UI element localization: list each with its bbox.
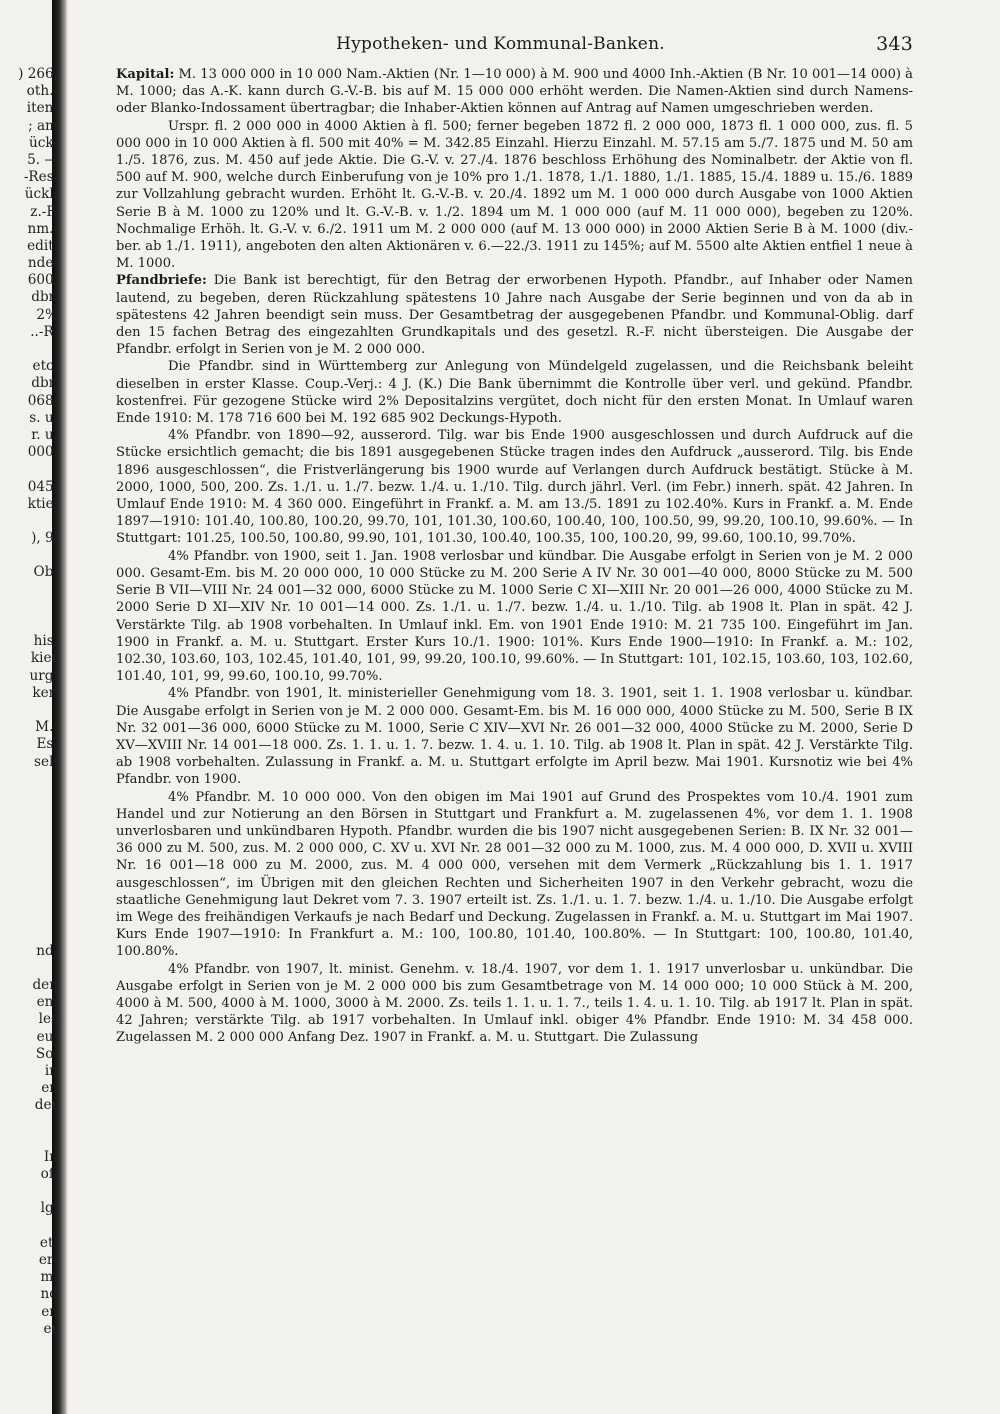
margin-fragment: urg: — [29, 667, 58, 684]
margin-fragment: of- — [40, 1166, 58, 1182]
paragraph-text: Urspr. fl. 2 000 000 in 4000 Aktien à fl. 500; ferner begeben 1872 fl. 2 000 000, 1873 fl. 1 000 000, zus. fl. 5 000 000 in 10 000 Aktien à fl. 500 mit 40% = M. 342.85 Einzahl. Hierzu Einzahl. M. 57.15 am 5./7. 1875 und M. 50 am 1./5. 1876, zus. M. 450 auf jede Aktie. Die G.-V. v. 27./4. 1876 beschloss Erhöhung des Nominalbetr. der Aktie von fl. 500 auf M. 900, welche durch Einberufung von je 10% pro 1./1. 1878, 1./1. 1880, 1./1. 1885, 15./4. 1889 u. 15./6. 1889 zur Vollzahlung gebracht wurden. Erhöht lt. G.-V.-B. v. 20./4. 1892 um M. 1 000 000 durch Ausgabe von 1000 Aktien Serie B à M. 1000 zu 120% und lt. G.-V.-B. v. 1./2. 1894 um M. 1 000 000 (auf M. 11 000 000), begeben zu 120%. Nochmalige Erhöh. lt. G.-V. v. 6./2. 1911 um M. 2 000 000 (auf M. 13 000 000) in 2000 Aktien Serie B à M. 1000 (div.-ber. ab 1./1. 1911), angeboten den alten Aktionären v. 6.—22./3. 1911 zu 145%; auf M. 5500 alte Aktien entfiel 1 neue à M. 1000. — [116, 118, 913, 272]
margin-fragment: 000. — [27, 444, 58, 461]
margin-fragment — [0, 1218, 58, 1235]
margin-fragment: So- — [35, 1045, 58, 1062]
page-body — [116, 66, 913, 1047]
margin-fragment: nm.- — [27, 220, 58, 237]
section-heading: Pfandbriefe: — [116, 273, 207, 289]
margin-fragment: dbr. — [31, 375, 58, 392]
margin-fragment: -Res. — [23, 169, 58, 186]
paragraph-pfandbr-1890 — [116, 427, 913, 547]
margin-fragment — [0, 874, 58, 891]
margin-fragment: Ob- — [33, 564, 58, 581]
margin-fragment — [0, 891, 58, 908]
margin-fragment: ktie, — [27, 495, 58, 512]
paragraph-text: 4% Pfandbr. M. 10 000 000. Von den obigen im Mai 1901 auf Grund des Prospektes vom 10./4. 1901 zum Handel und zur Notierung an den Börsen in Stuttgart und Frankfurt a. M. zugelassenen 4%, vor dem 1. 1. 1908 unverlosbaren und unkündbaren Hypoth. Pfandbr. wurden die bis 1907 nicht ausgegebenen Serien: B. IX Nr. 32 001—36 000 zu M. 500, zus. M. 2 000 000, C. XV u. XVI Nr. 28 001—32 000 zu M. 1000, zus. M. 4 000 000, D. XVII u. XVIII Nr. 16 001—18 000 zu M. 2000, zus. M. 4 000 000, versehen mit dem Vermerk „Rückzahlung bis 1. 1. 1917 ausgeschlossen“, im Übrigen mit den gleichen Rechten und Sicherheiten 1907 in den Verkehr gebracht, wozu die staatliche Genehmigung laut Dekret vom 7. 3. 1907 erteilt ist. Zs. 1./1. u. 1. 7. bezw. 1./4. u. 1./10. Die Ausgabe erfolgt im Wege des freihändigen Verkaufs je nach Bedarf und Deckung. Zugelassen in Frankf. a. M. u. Stuttgart im Mai 1907. Kurs Ende 1907—1910: In Frankfurt a. M.: 100, 100.80, 101.40, 100.80%. — In Stuttgart: 100, 100.80, 101.40, 100.80%. — [116, 789, 913, 960]
margin-fragment: der — [34, 1097, 58, 1114]
margin-fragment: ker, — [32, 684, 58, 701]
margin-fragment — [0, 547, 58, 564]
margin-fragment: ück- — [29, 134, 58, 151]
margin-fragment — [0, 702, 58, 719]
margin-fragment — [0, 805, 58, 822]
paragraph-text: 4% Pfandbr. von 1890—92, ausserord. Tilg. war bis Ende 1900 ausgeschlossen und durch Aufdruck auf die Stücke ersichtlich gemacht; die bis 1891 ausgegebenen Stücke tragen indes den Aufdruck „ausserord. Tilg. bis Ende 1896 ausgeschlossen“, die Fristverlängerung bis 1900 wurde auf Verlangen durch Aufdruck bestätigt. Stücke à M. 2000, 1000, 500, 200. Zs. 1./1. u. 1./7. bezw. 1./4. u. 1./10. Tilg. durch jährl. Verl. (im Febr.) innerh. spät. 42 Jahren. In Umlauf Ende 1910: M. 4 360 000. Eingeführt in Frankf. a. M. am 13./5. 1891 zu 102.40%. Kurs in Frankf. a. M. Ende 1897—1910: 101.40, 100.80, 100.20, 99.70, 101, 101.30, 100.60, 100.40, 100, 100.50, 99, 99.20, 100.10, 99.60%. — In Stuttgart: 101.25, 100.50, 100.80, 99.90, 101, 101.30, 100.40, 100.35, 100, 100.20, 99, 99.60, 100.10, 99.70%. — [116, 428, 913, 547]
margin-fragment: ; am — [28, 117, 58, 134]
previous-page-margin-fragments — [0, 66, 58, 1338]
margin-fragment — [0, 582, 58, 599]
margin-fragment: lg. — [40, 1200, 58, 1217]
margin-fragment: nd. — [36, 942, 58, 959]
margin-fragment: sel: — [34, 753, 58, 770]
margin-fragment: m- — [40, 1269, 58, 1286]
margin-fragment — [0, 960, 58, 977]
margin-fragment: 5. — — [27, 151, 58, 168]
margin-fragment: etc. — [32, 358, 58, 375]
margin-fragment: ) 266, — [18, 66, 58, 82]
margin-fragment: er — [43, 1320, 58, 1337]
section-text: Die Bank ist berechtigt, für den Betrag der erworbenen Hypoth. Pfandbr., auf Inhaber oder Namen lautend, zu begeben, deren Rückzahlung spätestens 10 Jahre nach Ausgabe der Serie beginnen und von da ab in spätestens 42 Jahren beendigt sein muss. Der Gesamtbetrag der ausgegebenen Pfandbr. und Kommunal-Oblig. darf den 15 fachen Betrag des eingezahlten Grundkapitals und des gesetzl. R.-F. nicht übersteigen. Die Ausgabe der Pfandbr. erfolgt in Serien von je M. 2 000 000. — [116, 273, 913, 358]
margin-fragment: ), 9, — [31, 530, 58, 547]
margin-fragment: les — [38, 1011, 58, 1028]
margin-fragment: 045, — [27, 478, 58, 495]
margin-fragment: edit. — [27, 237, 58, 254]
margin-fragment: kier — [30, 650, 58, 667]
margin-fragment: en: — [36, 994, 58, 1011]
margin-fragment: 600, — [27, 272, 58, 289]
running-head — [88, 34, 913, 58]
margin-fragment: en — [41, 1080, 58, 1097]
margin-fragment: s. u. — [29, 409, 58, 426]
paragraph-text: Die Pfandbr. sind in Württemberg zur Anlegung von Mündelgeld zugelassen, und die Reichsbank beleiht dieselben in erster Klasse. Coup.-Verj.: 4 J. (K.) Die Bank übernimmt die Kontrolle über verl. und gekünd. Pfandbr. kostenfrei. Für gezogene Stücke wird 2% Depositalzins vergütet, doch nicht für den ersten Monat. In Umlauf waren Ende 1910: M. 178 716 600 bei M. 192 685 902 Deckungs-Hypoth. — [116, 359, 913, 427]
margin-fragment: dbr. — [31, 289, 58, 306]
margin-fragment — [0, 788, 58, 805]
paragraph-text: 4% Pfandbr. von 1907, lt. minist. Genehm. v. 18./4. 1907, vor dem 1. 1. 1917 unverlosbar u. unkündbar. Die Ausgabe erfolgt in Serien von je M. 2 000 000 bis zum Gesamtbetrage von M. 14 000 000; 10 000 Stück à M. 200, 4000 à M. 500, 4000 à M. 1000, 3000 à M. 2000. Zs. teils 1. 1. u. 1. 7., teils 1. 4. u. 1. 10. Tilg. ab 1917 lt. Plan in spät. 42 Jahren; verstärkte Tilg. ab 1917 vorbehalten. In Umlauf inkl. obiger 4% Pfandbr. Ende 1910: M. 34 458 000. Zugelassen M. 2 000 000 Anfang Dez. 1907 in Frankf. a. M. u. Stuttgart. Die Zulassung — [116, 961, 913, 1046]
paragraph-pfandbr-10-mio — [116, 789, 913, 961]
margin-fragment — [0, 341, 58, 358]
margin-fragment: 068, — [27, 392, 58, 409]
paragraph-text: 4% Pfandbr. von 1900, seit 1. Jan. 1908 verlosbar und kündbar. Die Ausgabe erfolgt in Serien von je M. 2 000 000. Gesamt-Em. bis M. 20 000 000, 10 000 Stücke zu M. 200 Serie A IV Nr. 30 001—40 000, 8000 Stücke zu M. 500 Serie B VII—VIII Nr. 24 001—32 000, 6000 Stücke zu M. 1000 Serie C XI—XIII Nr. 20 001—26 000, 4000 Stücke zu M. 2000 Serie D XI—XIV Nr. 10 001—14 000. Zs. 1./1. u. 1./7. bezw. 1./4. u. 1./10. Tilg. ab 1908 lt. Plan in spät. 42 J. Verstärkte Tilg. ab 1908 vorbehalten. In Umlauf inkl. Em. von 1901 Ende 1910: M. 21 735 100. Eingeführt im Jan. 1900 in Frankf. a. M. u. Stuttgart. Erster Kurs 10./1. 1900: 101%. Kurs Ende 1900—1910: In Frankf. a. M.: 102, 102.30, 103.60, 103, 102.45, 101.40, 101, 99, 99.20, 100.10, 99.60%. — In Stuttgart: 101, 102.15, 103.60, 103, 102.60, 101.40, 101, 99, 99.60, 100.10, 99.70%. — [116, 548, 913, 685]
margin-fragment — [0, 1114, 58, 1131]
margin-fragment: nd — [40, 1286, 58, 1303]
margin-fragment — [0, 857, 58, 874]
margin-fragment: in — [44, 1062, 58, 1079]
paragraph-pfandbr-1907 — [116, 961, 913, 1047]
section-kapital — [116, 66, 913, 118]
margin-fragment — [0, 839, 58, 856]
margin-fragment — [0, 599, 58, 616]
margin-fragment: et: — [39, 1234, 58, 1251]
margin-fragment — [0, 822, 58, 839]
margin-fragment: z.-F. — [30, 203, 58, 220]
margin-fragment: er- — [38, 1251, 58, 1268]
margin-fragment: ückl. — [24, 186, 58, 203]
margin-fragment: nde- — [27, 255, 58, 272]
margin-fragment: M.: — [35, 719, 58, 736]
running-head-title: Hypotheken- und Kommunal-Banken. — [336, 34, 665, 54]
margin-fragment: In — [43, 1148, 58, 1165]
margin-fragment — [0, 771, 58, 788]
margin-fragment: eu- — [36, 1028, 58, 1045]
section-text: M. 13 000 000 in 10 000 Nam.-Aktien (Nr. 1—10 000) à M. 900 und 4000 Inh.-Aktien (B Nr. 10 001—14 000) à M. 1000; das A.-K. kann durch G.-V.-B. bis auf M. 15 000 000 erhöht werden. Die Namen-Aktien sind durch Namens- oder Blanko-Indossament übertragbar; die Inhaber-Aktien können auf Antrag auf Namen umgeschrieben werden. — [116, 67, 913, 117]
margin-fragment: iten- — [26, 100, 58, 117]
section-pfandbriefe — [116, 272, 913, 358]
margin-fragment: r. u. — [31, 426, 58, 443]
margin-fragment: his, — [33, 633, 58, 650]
margin-fragment: en — [41, 1303, 58, 1320]
paragraph-urspr — [116, 118, 913, 273]
margin-fragment — [0, 513, 58, 530]
margin-fragment — [0, 616, 58, 633]
paragraph-text: 4% Pfandbr. von 1901, lt. ministerieller Genehmigung vom 18. 3. 1901, seit 1. 1. 1908 verlosbar u. kündbar. Die Ausgabe erfolgt in Serien von je M. 2 000 000. Gesamt-Em. bis M. 16 000 000, 4000 Stücke zu M. 500, Serie B IX Nr. 32 001—36 000, 6000 Stücke zu M. 1000, Serie C XIV—XVI Nr. 26 001—32 000, 4000 Stücke zu M. 2000, Serie D XV—XVIII Nr. 14 001—18 000. Zs. 1. 1. u. 1. 7. bezw. 1. 4. u. 1. 10. Tilg. ab 1908 lt. Plan in spät. 42 J. Verstärkte Tilg. ab 1908 vorbehalten. Zulassung in Frankf. a. M. u. Stuttgart erfolgte im April bezw. Mai 1901. Kursnotiz wie bei 4% Pfandbr. von 1900. — [116, 686, 913, 788]
paragraph-pfandbr-1900 — [116, 548, 913, 686]
page-number: 343 — [876, 33, 913, 55]
margin-fragment — [0, 1132, 58, 1149]
margin-fragment: 2% — [36, 306, 58, 323]
margin-fragment — [0, 908, 58, 925]
paragraph-pfandbr-1901 — [116, 685, 913, 788]
margin-fragment: Es- — [36, 736, 58, 753]
paragraph-pfandbr-wuerttemberg — [116, 358, 913, 427]
margin-fragment — [0, 461, 58, 478]
margin-fragment: ..-R. — [30, 323, 58, 340]
section-heading: Kapital: — [116, 67, 175, 82]
margin-fragment: oth.- — [26, 83, 58, 100]
margin-fragment — [0, 925, 58, 942]
margin-fragment: den — [32, 976, 58, 993]
margin-fragment — [0, 1183, 58, 1200]
